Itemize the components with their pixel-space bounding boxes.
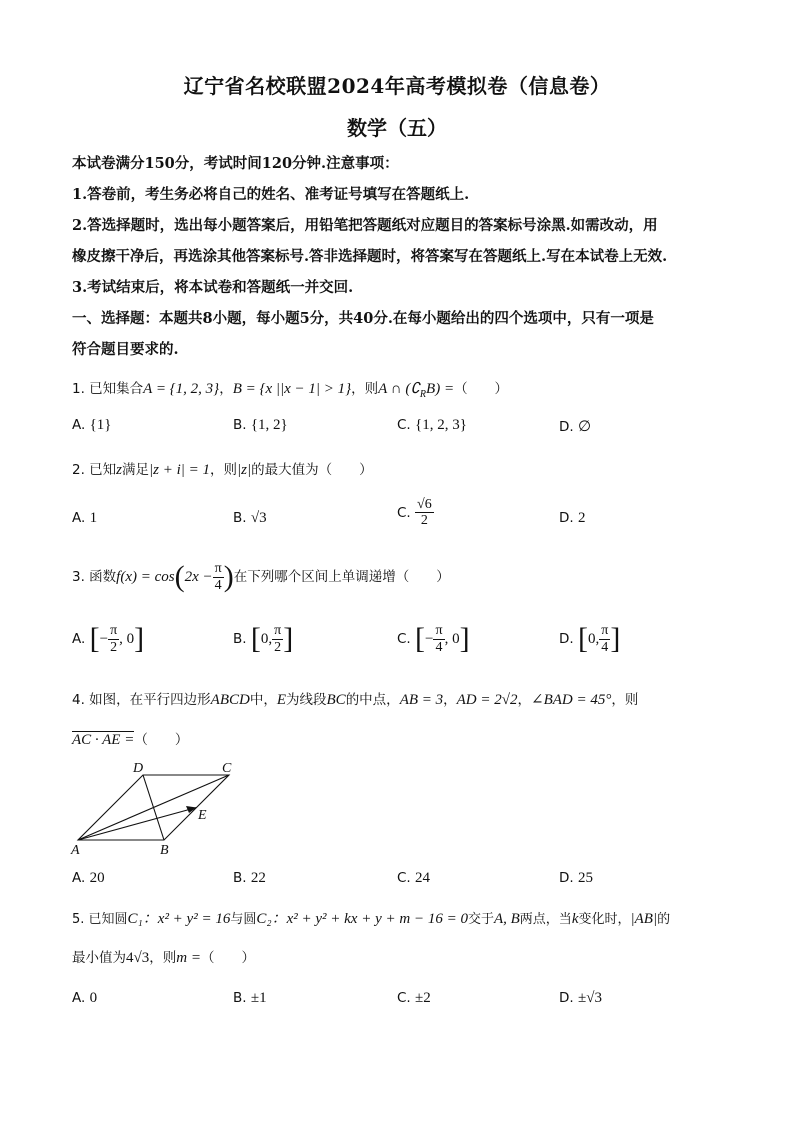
q3-function: f(x) = cos: [116, 569, 175, 585]
instruction-item-3: 3.考试结束后，将本试卷和答题纸一并交回.: [72, 279, 354, 296]
q5-option-b[interactable]: B. ±1: [233, 990, 267, 1006]
section1-line1: 一、选择题：本题共8小题，每小题5分，共40分.在每小题给出的四个选项中，只有一项是: [72, 310, 654, 327]
instruction-item-2-line2: 橡皮擦干净后，再选涂其他答案标号.答非选择题时，将答案写在答题纸上.写在本试卷上无效.: [72, 248, 668, 265]
q1-option-d[interactable]: D. ∅: [559, 419, 592, 435]
q4-option-b[interactable]: B. 22: [233, 870, 266, 886]
parallelogram-figure: [70, 760, 250, 860]
question-4-line1: 4. 如图，在平行四边形ABCD中，E为线段BC的中点，AB = 3，AD = 2√2，∠BAD = 45°，则: [72, 692, 639, 708]
set-a-expr: A = {1, 2, 3}: [143, 381, 220, 397]
q2-condition: |z + i| = 1: [149, 462, 211, 478]
question-5-line1: 5. 已知圆C₁：x² + y² = 16与圆C₂：x² + y² + kx + y + m − 16 = 0交于A, B两点，当k变化时，|AB|的: [72, 911, 671, 927]
q1-option-b[interactable]: B. {1, 2}: [233, 417, 288, 433]
segment-ae: [78, 808, 197, 841]
q1-expression: A ∩ $(∁_RB)$ =: [378, 381, 455, 400]
question-5-line2: 最小值为4√3，则m =（ ）: [72, 950, 255, 966]
q4-option-d[interactable]: D. 25: [559, 870, 593, 886]
diagonal-bd: [143, 775, 164, 840]
q2-option-a[interactable]: A. 1: [72, 510, 98, 526]
instruction-item-2-line1: 2.答选择题时，选出每小题答案后，用铅笔把答题纸对应题目的答案标号涂黑.如需改动，用: [72, 217, 658, 234]
question-1: 1. 已知集合A = {1, 2, 3}，B = {x ||x − 1| > 1}，则A ∩ $(∁_RB)$ =（ ）: [72, 381, 509, 400]
q5-option-a[interactable]: A. 0: [72, 990, 98, 1006]
q1-option-a[interactable]: A. {1}: [72, 417, 112, 433]
section1-line2: 符合题目要求的.: [72, 341, 179, 358]
q3-option-a[interactable]: A. [− $\frac{\pi}{2}$ , 0]: [72, 622, 145, 655]
question-4-line2: AC · AE =（ ）: [72, 732, 189, 748]
label-e: E: [198, 808, 207, 823]
q2-option-d[interactable]: D. 2: [559, 510, 586, 526]
q2-option-b[interactable]: B. √3: [233, 510, 267, 526]
instruction-item-1: 1.答卷前，考生务必将自己的姓名、准考证号填写在答题纸上.: [72, 186, 470, 203]
q4-option-c[interactable]: C. 24: [397, 870, 431, 886]
q1-option-c[interactable]: C. {1, 2, 3}: [397, 417, 467, 433]
label-b: B: [160, 843, 169, 858]
q3-option-d[interactable]: D. [0, $\frac{\pi}{4}$ ]: [559, 622, 621, 655]
q4-option-a[interactable]: A. 20: [72, 870, 105, 886]
label-c: C: [222, 761, 232, 776]
question-2: 2. 已知z满足|z + i| = 1，则|z|的最大值为（ ）: [72, 462, 373, 478]
q3-option-c[interactable]: C. [− $\frac{\pi}{4}$ , 0]: [397, 622, 470, 655]
label-a: A: [71, 843, 80, 858]
exam-subtitle: 数学（五）: [347, 116, 447, 140]
q4-dot-product: AC · AE =: [72, 732, 135, 748]
set-b-expr: B = {x ||x − 1| > 1}: [232, 381, 352, 397]
label-d: D: [133, 761, 144, 776]
exam-title: 辽宁省名校联盟2024年高考模拟卷（信息卷）: [183, 74, 611, 98]
q5-option-c[interactable]: C. ±2: [397, 990, 431, 1006]
q2-option-c[interactable]: C. $\frac{√6}{2}$: [397, 497, 432, 529]
q5-option-d[interactable]: D. ±√3: [559, 990, 602, 1006]
q3-option-b[interactable]: B. [0, $\frac{\pi}{2}$ ]: [233, 622, 294, 655]
question-3: 3. 函数f(x) = cos(2x − $\frac{\pi}{4}$ )在下列哪个区间上单调递增（ ）: [72, 560, 450, 593]
instructions-intro: 本试卷满分150分，考试时间120分钟.注意事项：: [72, 155, 399, 172]
